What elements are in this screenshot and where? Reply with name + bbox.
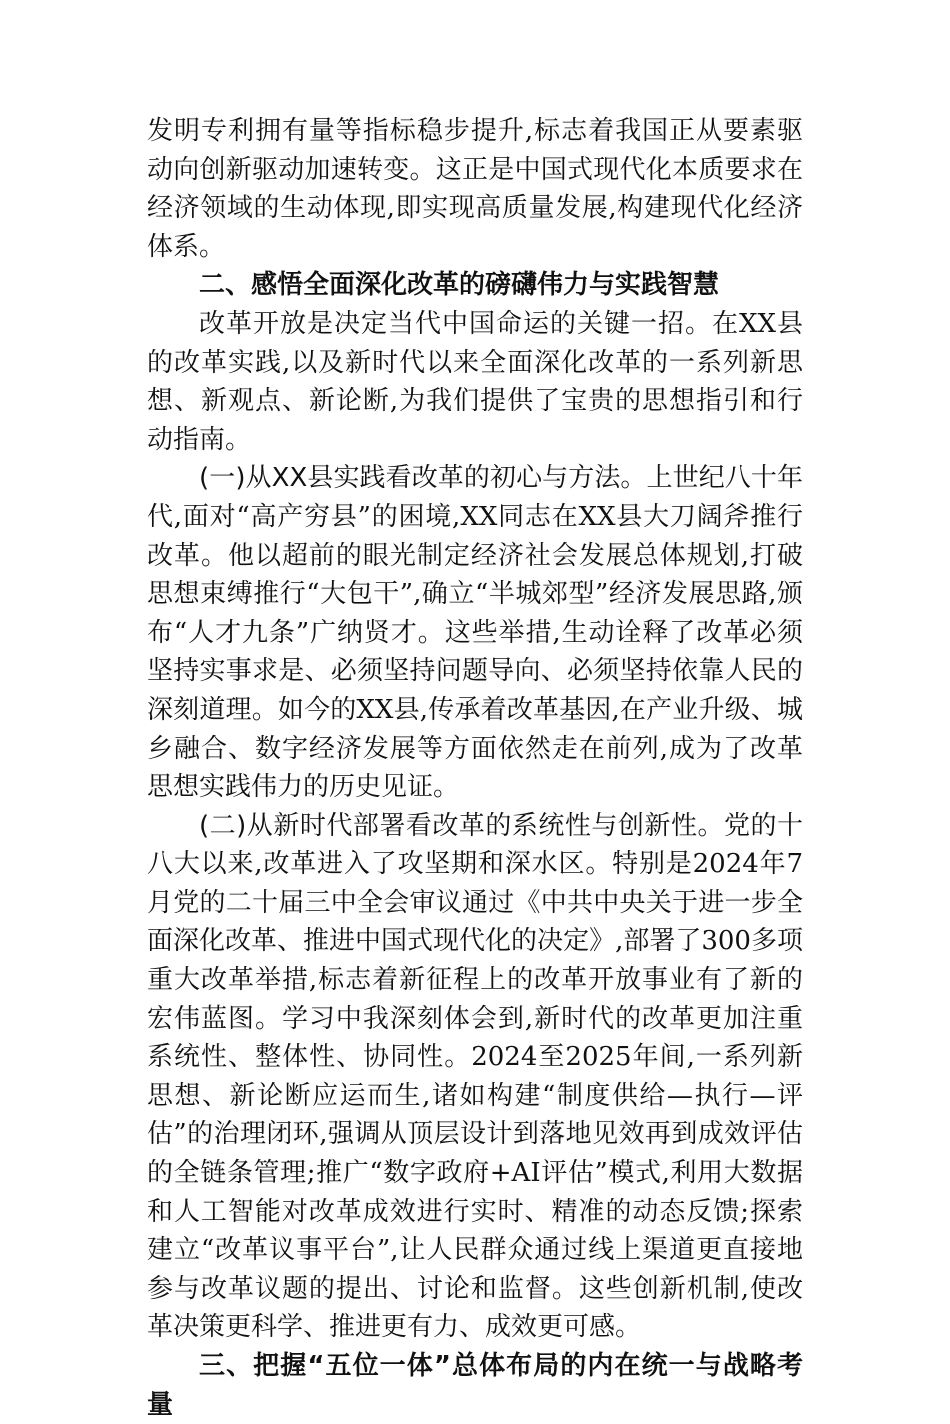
paragraph-reform-intro: 改革开放是决定当代中国命运的关键一招。在XX县的改革实践,以及新时代以来全面深化改革的一系列新思想、新观点、新论断,为我们提供了宝贵的思想指引和行动指南。 <box>147 308 803 455</box>
section-heading-2: 二、感悟全面深化改革的磅礴伟力与实践智慧 <box>199 270 720 301</box>
section-heading-3: 三、把握“五位一体”总体布局的内在统一与战略考量 <box>147 1351 803 1420</box>
paragraph-subsection-2 <box>147 807 803 1347</box>
subsection-2-body: 党的十八大以来,改革进入了攻坚期和深水区。特别是2024年7月党的二十届三中全会审议通过《中共中央关于进一步全面深化改革、推进中国式现代化的决定》,部署了300多项重大改革举措,标志着新征程上的改革开放事业有了新的宏伟蓝图。学习中我深刻体会到,新时代的改革更加注重系统性、整体性、协同性。2024至2025年间,一系列新思想、新论断应运而生,诸如构建“制度供给—执行—评估”的治理闭环,强调从顶层设计到落地见效再到成效评估的全链条管理;推广“数字政府+AI评估”模式,利用大数据和人工智能对改革成效进行实时、精准的动态反馈;探索建立“改革议事平台”,让人民群众通过线上渠道更直接地参与改革议题的提出、讨论和监督。这些创新机制,使改革决策更科学、推进更有力、成效更可感。 <box>147 810 803 1343</box>
paragraph-subsection-1 <box>147 459 803 806</box>
subsection-1-title: (一)从XX县实践看改革的初心与方法。 <box>199 463 647 494</box>
subsection-2-title: (二)从新时代部署看改革的系统性与创新性。 <box>199 810 724 841</box>
paragraph-continued: 发明专利拥有量等指标稳步提升,标志着我国正从要素驱动向创新驱动加速转变。这正是中国式现代化本质要求在经济领域的生动体现,即实现高质量发展,构建现代化经济体系。 <box>147 116 803 262</box>
subsection-1-body: 上世纪八十年代,面对“高产穷县”的困境,XX同志在XX县大刀阔斧推行改革。他以超前的眼光制定经济社会发展总体规划,打破思想束缚推行“大包干”,确立“半城郊型”经济发展思路,颁布“人才九条”广纳贤才。这些举措,生动诠释了改革必须坚持实事求是、必须坚持问题导向、必须坚持依靠人民的深刻道理。如今的XX县,传承着改革基因,在产业升级、城乡融合、数字经济发展等方面依然走在前列,成为了改革思想实践伟力的历史见证。 <box>147 463 803 803</box>
document-body <box>147 112 803 1424</box>
